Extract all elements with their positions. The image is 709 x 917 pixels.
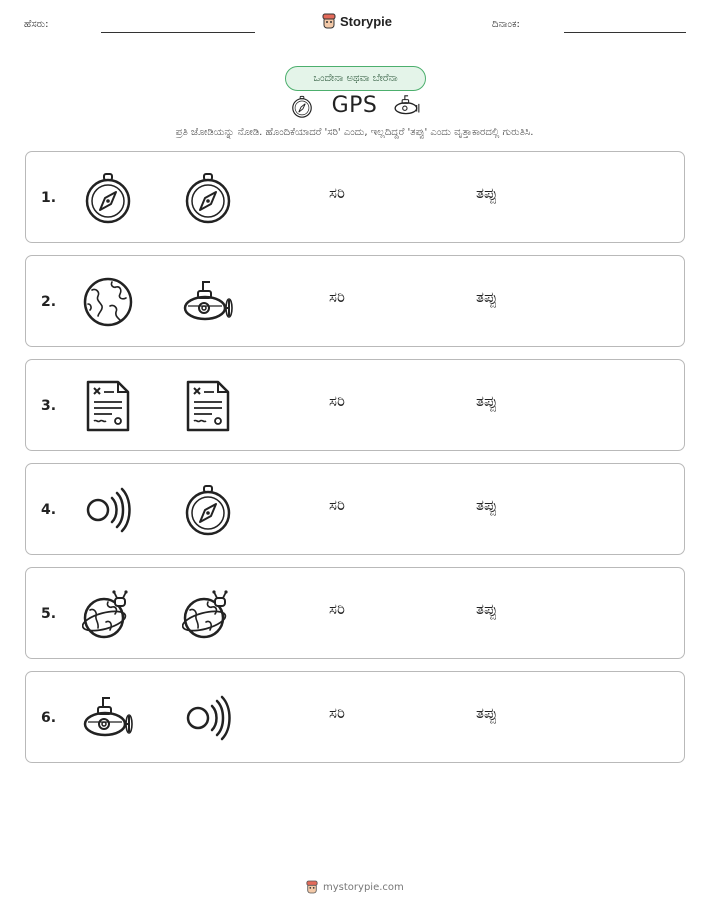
brand-logo [322,13,392,29]
question-number: 6. [41,710,57,726]
instructions-text: ಪ್ರತಿ ಜೋಡಿಯನ್ನು ನೋಡಿ. ಹೊಂದಿಕೆಯಾದರೆ 'ಸರಿ' ಎಂದು, ಇಲ್ಲದಿದ್ದರೆ 'ತಪ್ಪು' ಎಂದು ವೃತ್ತಾಕಾರದಲ್ಲಿ ಗುರುತಿಸಿ. [175,127,534,138]
submarine-icon [182,276,234,328]
question-card [25,255,685,347]
option-correct[interactable]: ಸರಿ [329,704,345,722]
footer [306,880,404,894]
option-wrong[interactable]: ತಪ್ಪು [476,704,498,722]
submarine-icon [82,692,134,744]
storypie-mascot-icon [306,880,318,894]
date-label: ದಿನಾಂಕ: [492,19,520,30]
compass-icon [182,172,234,224]
worksheet-type-badge: ಒಂದೇನಾ ಅಥವಾ ಬೇರೆನಾ [285,66,426,91]
question-number: 2. [41,294,57,310]
question-card [25,463,685,555]
storypie-mascot-icon [322,13,336,29]
submarine-icon [393,94,421,116]
date-field[interactable] [564,32,686,33]
document-icon [82,380,134,432]
option-correct[interactable]: ಸರಿ [329,496,345,514]
option-wrong[interactable]: ತಪ್ಪು [476,392,498,410]
question-card [25,671,685,763]
globe-satellite-icon [182,588,234,640]
option-correct[interactable]: ಸರಿ [329,288,345,306]
option-correct[interactable]: ಸರಿ [329,392,345,410]
question-card [25,567,685,659]
compass-icon [82,172,134,224]
option-wrong[interactable]: ತಪ್ಪು [476,600,498,618]
question-card [25,359,685,451]
option-correct[interactable]: ಸರಿ [329,600,345,618]
option-wrong[interactable]: ತಪ್ಪು [476,288,498,306]
option-wrong[interactable]: ತಪ್ಪು [476,184,498,202]
question-card [25,151,685,243]
globe-satellite-icon [82,588,134,640]
globe-icon [82,276,134,328]
signal-icon [182,692,234,744]
name-field[interactable] [101,32,255,33]
brand-name: Storypie [340,13,393,29]
page-title: GPS [331,93,378,118]
compass-icon [182,484,234,536]
name-label: ಹೆಸರು: [24,19,49,30]
question-number: 3. [41,398,57,414]
document-icon [182,380,234,432]
question-number: 4. [41,502,57,518]
option-wrong[interactable]: ತಪ್ಪು [476,496,498,514]
footer-site-link[interactable]: mystorypie.com [323,881,404,893]
option-correct[interactable]: ಸರಿ [329,184,345,202]
question-number: 5. [41,606,57,622]
signal-icon [82,484,134,536]
question-number: 1. [41,190,57,206]
